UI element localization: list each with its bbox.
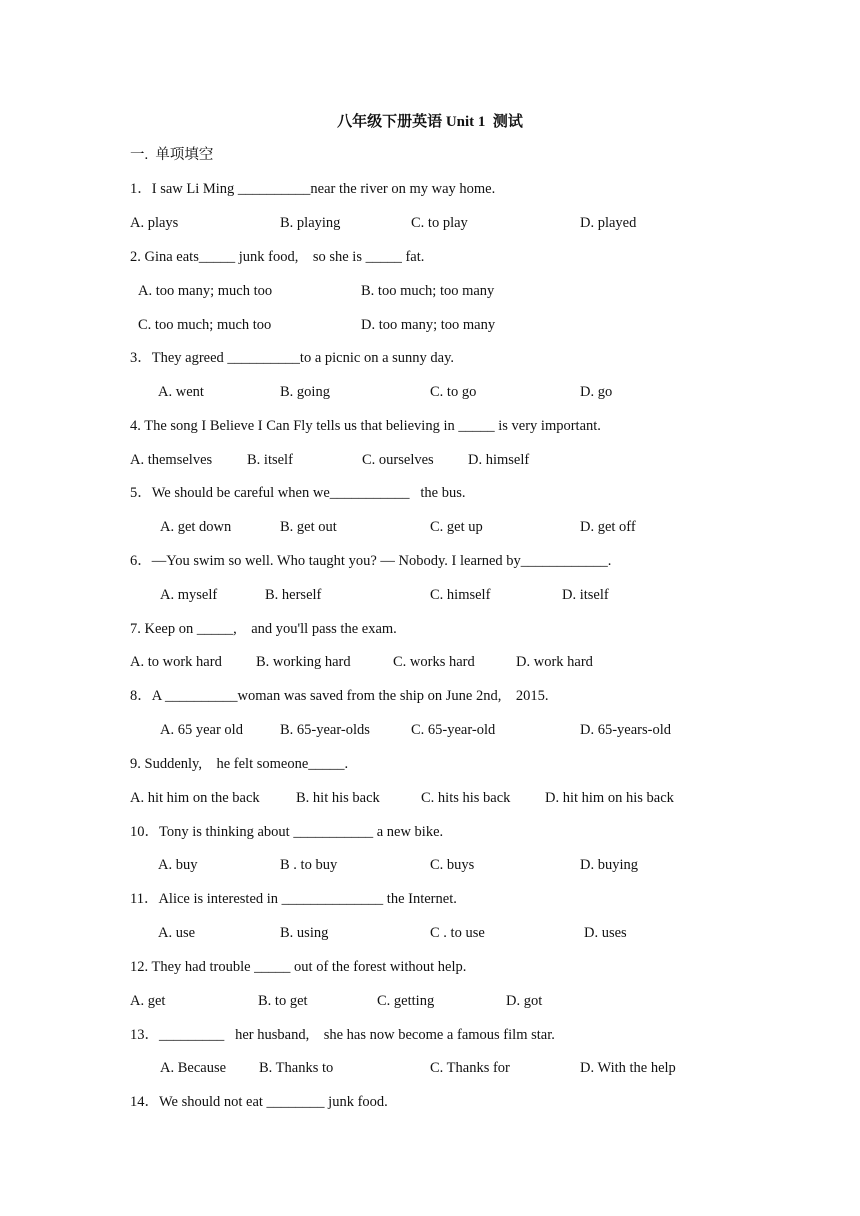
option-c: C. buys: [430, 857, 475, 873]
option-a: A. buy: [158, 857, 198, 873]
question-stem: 2. Gina eats_____ junk food, so she is _____ fat.: [130, 249, 425, 265]
option-a: A. 65 year old: [160, 722, 243, 738]
option-d: D. buying: [580, 857, 638, 873]
question-stem: 7. Keep on _____, and you'll pass the exam.: [130, 621, 397, 637]
option-d: D. played: [580, 215, 637, 231]
option-b: B. Thanks to: [259, 1060, 334, 1076]
option-a: A. get: [130, 993, 166, 1009]
question-stem: 14．We should not eat ________ junk food.: [130, 1094, 388, 1110]
option-b: B. using: [280, 925, 329, 941]
option-b: B. 65-year-olds: [280, 722, 370, 738]
option-b: B. going: [280, 384, 330, 400]
page-title: 八年级下册英语 Unit 1 测试: [337, 114, 523, 130]
option-a: A. hit him on the back: [130, 790, 260, 806]
option-c: C. works hard: [393, 654, 475, 670]
option-b: B . to buy: [280, 857, 338, 873]
question-stem: 11．Alice is interested in ______________ the Internet.: [130, 891, 457, 907]
option-d: D. himself: [468, 452, 530, 468]
option-b: B. itself: [247, 452, 293, 468]
option-c: C. to go: [430, 384, 477, 400]
option-d: D. go: [580, 384, 613, 400]
option-c: C. too much; much too: [138, 317, 272, 333]
question-stem: 1．I saw Li Ming __________near the river on my way home.: [130, 181, 496, 197]
option-d: D. work hard: [516, 654, 593, 670]
option-d: D. hit him on his back: [545, 790, 674, 806]
option-a: A. too many; much too: [138, 283, 273, 299]
option-b: B. too much; too many: [361, 283, 495, 299]
option-b: B. playing: [280, 215, 341, 231]
option-c: C . to use: [430, 925, 485, 941]
question-stem: 4. The song I Believe I Can Fly tells us that believing in _____ is very important.: [130, 418, 601, 434]
option-c: C. Thanks for: [430, 1060, 510, 1076]
option-b: B. hit his back: [296, 790, 380, 806]
option-a: A. myself: [160, 587, 218, 603]
option-b: B. herself: [265, 587, 322, 603]
option-a: A. went: [158, 384, 204, 400]
option-d: D. itself: [562, 587, 609, 603]
option-d: D. got: [506, 993, 543, 1009]
option-c: C. hits his back: [421, 790, 511, 806]
option-a: A. to work hard: [130, 654, 222, 670]
question-stem: 3．They agreed __________to a picnic on a sunny day.: [130, 350, 455, 366]
question-stem: 8．A __________woman was saved from the ship on June 2nd, 2015.: [130, 688, 549, 704]
option-b: B. to get: [258, 993, 308, 1009]
option-a: A. use: [158, 925, 196, 941]
option-b: B. get out: [280, 519, 337, 535]
option-a: A. themselves: [130, 452, 213, 468]
question-stem: 10．Tony is thinking about ___________ a new bike.: [130, 824, 444, 840]
option-d: D. too many; too many: [361, 317, 496, 333]
option-c: C. to play: [411, 215, 468, 231]
option-c: C. 65-year-old: [411, 722, 496, 738]
option-c: C. ourselves: [362, 452, 434, 468]
question-stem: 6．—You swim so well. Who taught you? — Nobody. I learned by____________.: [130, 553, 612, 569]
option-a: A. plays: [130, 215, 179, 231]
question-stem: 12. They had trouble _____ out of the forest without help.: [130, 959, 467, 975]
option-b: B. working hard: [256, 654, 351, 670]
option-c: C. get up: [430, 519, 483, 535]
option-c: C. getting: [377, 993, 435, 1009]
option-a: A. Because: [160, 1060, 227, 1076]
question-stem: 9. Suddenly, he felt someone_____.: [130, 756, 349, 772]
question-stem: 5．We should be careful when we___________ the bus.: [130, 485, 466, 501]
option-d: D. With the help: [580, 1060, 676, 1076]
question-stem: 13．_________ her husband, she has now become a famous film star.: [130, 1027, 555, 1043]
option-d: D. 65-years-old: [580, 722, 672, 738]
option-a: A. get down: [160, 519, 232, 535]
option-c: C. himself: [430, 587, 491, 603]
section-heading: 一. 单项填空: [130, 147, 214, 163]
option-d: D. uses: [584, 925, 627, 941]
option-d: D. get off: [580, 519, 636, 535]
